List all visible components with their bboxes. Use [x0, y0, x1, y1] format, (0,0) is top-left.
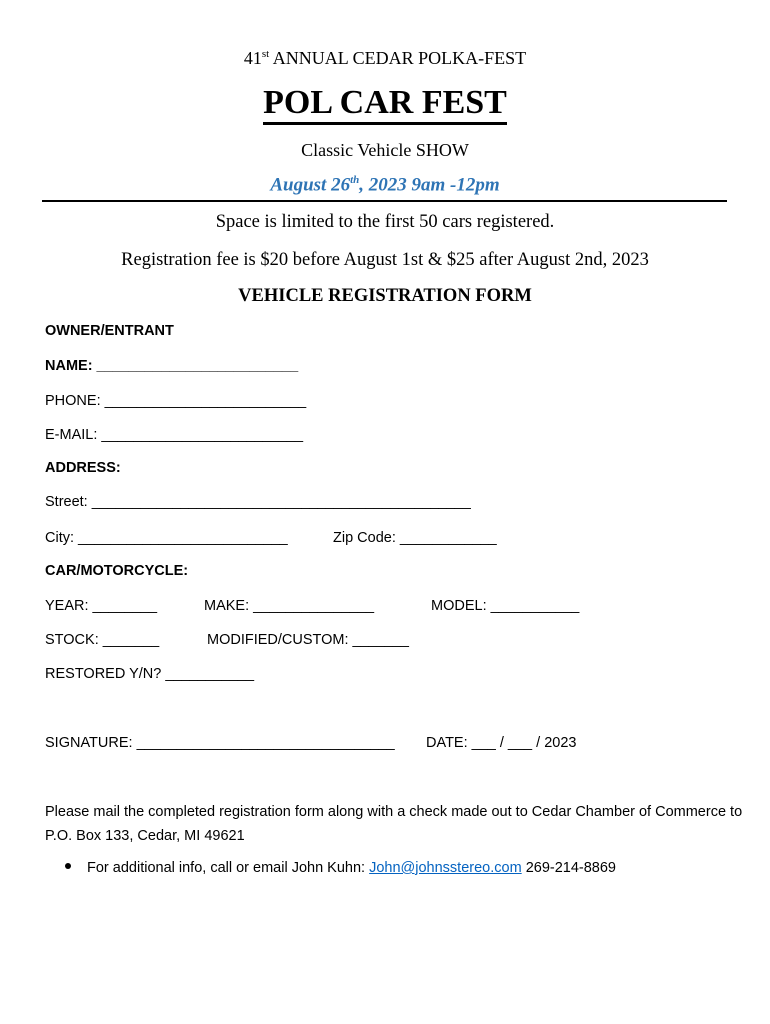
divider	[42, 200, 727, 202]
annual-text: ANNUAL CEDAR POLKA-FEST	[269, 48, 527, 68]
subtitle: Classic Vehicle SHOW	[301, 140, 469, 160]
page-title	[0, 84, 770, 122]
restored-field[interactable]: RESTORED Y/N? ___________	[45, 666, 255, 682]
contact-email-link[interactable]: John@johnsstereo.com	[369, 860, 522, 876]
annual-suffix: st	[261, 48, 270, 60]
modified-custom-field[interactable]: MODIFIED/CUSTOM: _______	[207, 632, 409, 648]
street-field[interactable]: Street: _______________________________________________	[45, 494, 471, 510]
signature-date-field[interactable]: DATE: ___ / ___ / 2023	[426, 735, 577, 751]
make-field[interactable]: MAKE: _______________	[204, 598, 375, 614]
bullet-icon	[65, 863, 71, 869]
stock-field[interactable]: STOCK: _______	[45, 632, 160, 648]
annual-number: 41	[243, 48, 262, 68]
name-field[interactable]: NAME: _________________________	[45, 358, 299, 374]
form-title: VEHICLE REGISTRATION FORM	[238, 286, 532, 306]
model-field[interactable]: MODEL: ___________	[431, 598, 580, 614]
owner-heading: OWNER/ENTRANT	[45, 323, 174, 339]
city-field[interactable]: City: __________________________	[45, 530, 288, 546]
event-date	[0, 174, 770, 196]
contact-text: For additional info, call or email John Kuhn:	[87, 860, 370, 876]
space-notice: Space is limited to the first 50 cars registered.	[215, 212, 555, 232]
event-date-day: August 26	[270, 174, 351, 196]
address-heading: ADDRESS:	[45, 460, 121, 476]
event-date-time: , 2023 9am -12pm	[359, 174, 500, 196]
signature-field[interactable]: SIGNATURE: ________________________________	[45, 735, 395, 751]
event-date-suffix: th	[350, 174, 360, 186]
phone-field[interactable]: PHONE: _________________________	[45, 393, 307, 409]
contact-info	[65, 860, 616, 876]
email-field[interactable]: E-MAIL: _________________________	[45, 427, 304, 443]
car-heading: CAR/MOTORCYCLE:	[45, 563, 189, 579]
mail-instructions: Please mail the completed registration form along with a check made out to Cedar Chamber of Commerce to P.O. Box 133, Cedar, MI 49621	[45, 804, 743, 844]
page-title-text: POL CAR FEST	[263, 84, 507, 125]
contact-phone: 269-214-8869	[521, 860, 616, 876]
year-field[interactable]: YEAR: ________	[45, 598, 158, 614]
fee-notice: Registration fee is $20 before August 1st & $25 after August 2nd, 2023	[121, 250, 649, 270]
zip-code-field[interactable]: Zip Code: ____________	[333, 530, 497, 546]
festival-heading	[0, 48, 770, 69]
